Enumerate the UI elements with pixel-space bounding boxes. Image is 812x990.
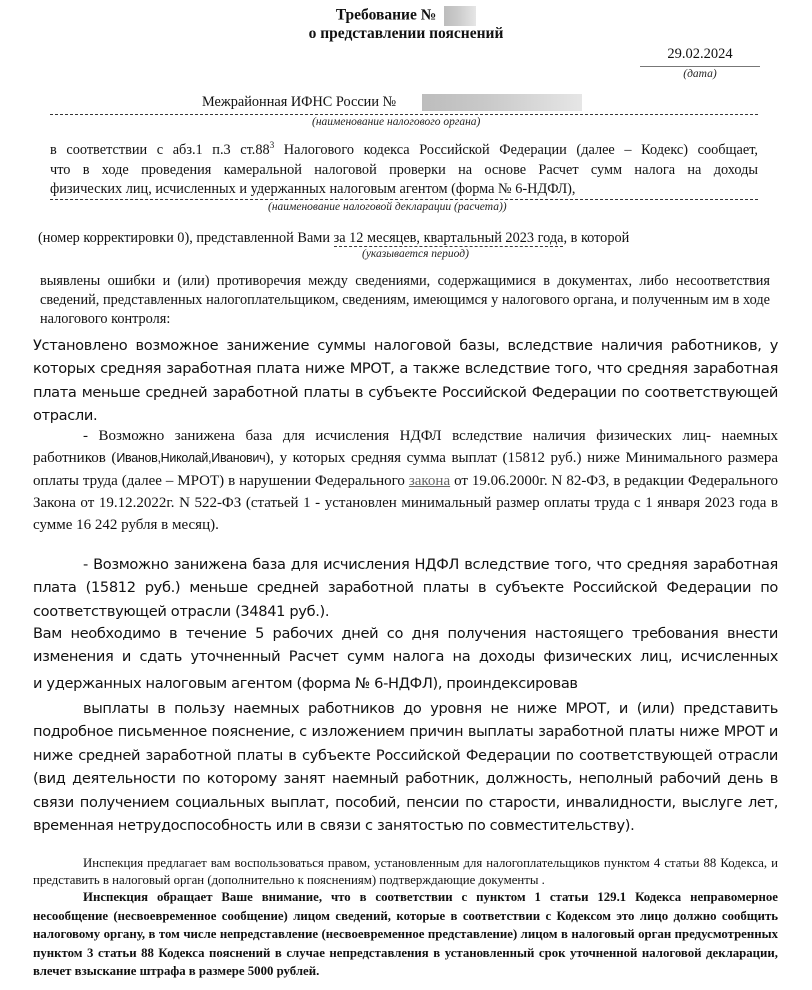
period-text-before: (номер корректировки 0), представленной Вами (38, 230, 334, 246)
requirement-paragraph (33, 622, 778, 695)
warning-paragraph: Инспекция обращает Ваше внимание, что в соответствии с пунктом 1 статьи 129.1 Кодекса неправомерное несообщение (несвоевременное сообщение) лицом сведений, которые в соответствии с Кодексом это лицо должно сообщить налоговому органу, в том числе непредставление (несвоевременное представление) лицом в налоговый орган предусмотренных пунктом 3 статьи 88 Кодекса пояснений в случае непредставления в установленный срок уточненной налоговой декларации, влечет взыскание штрафа в размере 5000 рублей. (33, 890, 778, 978)
period-caption: (указывается период) (362, 248, 469, 260)
period-line (38, 230, 629, 247)
offer-paragraph: Инспекция предлагает вам воспользоваться правом, установленным для налогоплательщиков пунктом 4 статьи 88 Кодекса, и представить в налоговый орган (дополнительно к пояснениям) подтверждающие документы . (33, 856, 778, 887)
intro-line1-a: в соответствии с абз.1 п.3 ст.88 (50, 142, 270, 158)
employee-name: Иванов,Николай,Иванович (116, 451, 266, 466)
requirement-cont-paragraph: выплаты в пользу наемных работников до уровня не ниже МРОТ, и (или) представить подробное письменное пояснение, с изложением причин выплаты заработной платы ниже МРОТ и ниже средней заработной платы в субъекте Российской Федерации по соответствующей отрасли (вид деятельности по которому занят наемный работник, должность, неполный рабочий день в связи получением социальных выплат, пособий, пенсии по старости, инвалидности, выслуге лет, временная нетрудоспособность или в связи с занятостью по совместительству). (33, 700, 778, 835)
errors-paragraph: выявлены ошибки и (или) противоречия между сведениями, содержащимися в документах, либо несоответствия сведений, представленных налогоплательщиком, сведениям, имеющимся у налогового органа, и полученным им в ходе налогового контроля: (40, 273, 770, 327)
redacted-authority-number (422, 94, 582, 111)
intro-line1-b: Налогового кодекса Российской Федерации (далее – Кодекс) сообщает, (274, 142, 758, 158)
item1-part-c: от 19.06.2000г. N 82-ФЗ, в редакции Федерального Закона от 19.12.2022г. N 522-ФЗ (статьей 1 - установлен минимальный размер оплаты труда с 1 января 2023 года в сумме 16 242 рубля в месяц). (33, 472, 778, 534)
item1-paragraph (33, 425, 778, 536)
date-value: 29.02.2024 (640, 46, 760, 67)
intro-line2: что в ходе проведения камеральной налоговой проверки на основе Расчет сумм налога на доходы (50, 161, 758, 178)
authority-name: Межрайонная ИФНС России № (202, 94, 397, 110)
intro-line3: физических лиц, исчисленных и удержанных налоговым агентом (форма № 6-НДФЛ), (50, 180, 758, 200)
intro-paragraph (50, 141, 758, 200)
item2-paragraph: - Возможно занижена база для исчисления НДФЛ вследствие того, что средняя заработная плата (15812 руб.) меньше средней заработной платы в субъекте Российской Федерации по соответствующей отрасли (34841 руб.). (33, 556, 778, 620)
finding-paragraph: Установлено возможное занижение суммы налоговой базы, вследствие наличия работников, у которых средняя заработная плата ниже МРОТ, а также вследствие того, что средняя заработная плата меньше средней заработной платы в субъекте Российской Федерации по соответствующей отрасли. (33, 337, 778, 425)
date-block (640, 46, 760, 80)
document-subtitle: о представлении пояснений (308, 25, 504, 42)
requirement-line1: Вам необходимо в течение 5 рабочих дней со дня получения настоящего требования внести (33, 625, 778, 642)
document-title (0, 6, 812, 26)
requirement-line2: изменения и сдать уточненный Расчет сумм налога на доходы физических лиц, исчисленных (33, 648, 778, 666)
intro-sup: 3 (269, 140, 275, 151)
redacted-number (444, 6, 476, 26)
period-value: за 12 месяцев, квартальный 2023 года (333, 230, 564, 246)
requirement-line3: и удержанных налоговым агентом (форма № 6-НДФЛ), проиндексировав (33, 674, 578, 692)
date-caption: (дата) (683, 68, 717, 80)
authority-caption: (наименование налогового органа) (312, 116, 481, 128)
item1-part-a: - Возможно занижена база для исчисления НДФЛ вследствие наличия физических лиц- наемных работников ( (33, 428, 778, 467)
period-text-after: , в которой (563, 230, 630, 246)
authority-line (50, 92, 758, 115)
law-link[interactable]: закона (408, 472, 451, 489)
item1-part-b: ), у которых средняя сумма выплат (15812 руб.) ниже Минимального размера оплаты труда (далее – МРОТ) в нарушении Федерального (33, 450, 778, 489)
title-text: Требование № (335, 6, 437, 24)
declaration-caption: (наименование налоговой декларации (расчета)) (268, 201, 507, 213)
